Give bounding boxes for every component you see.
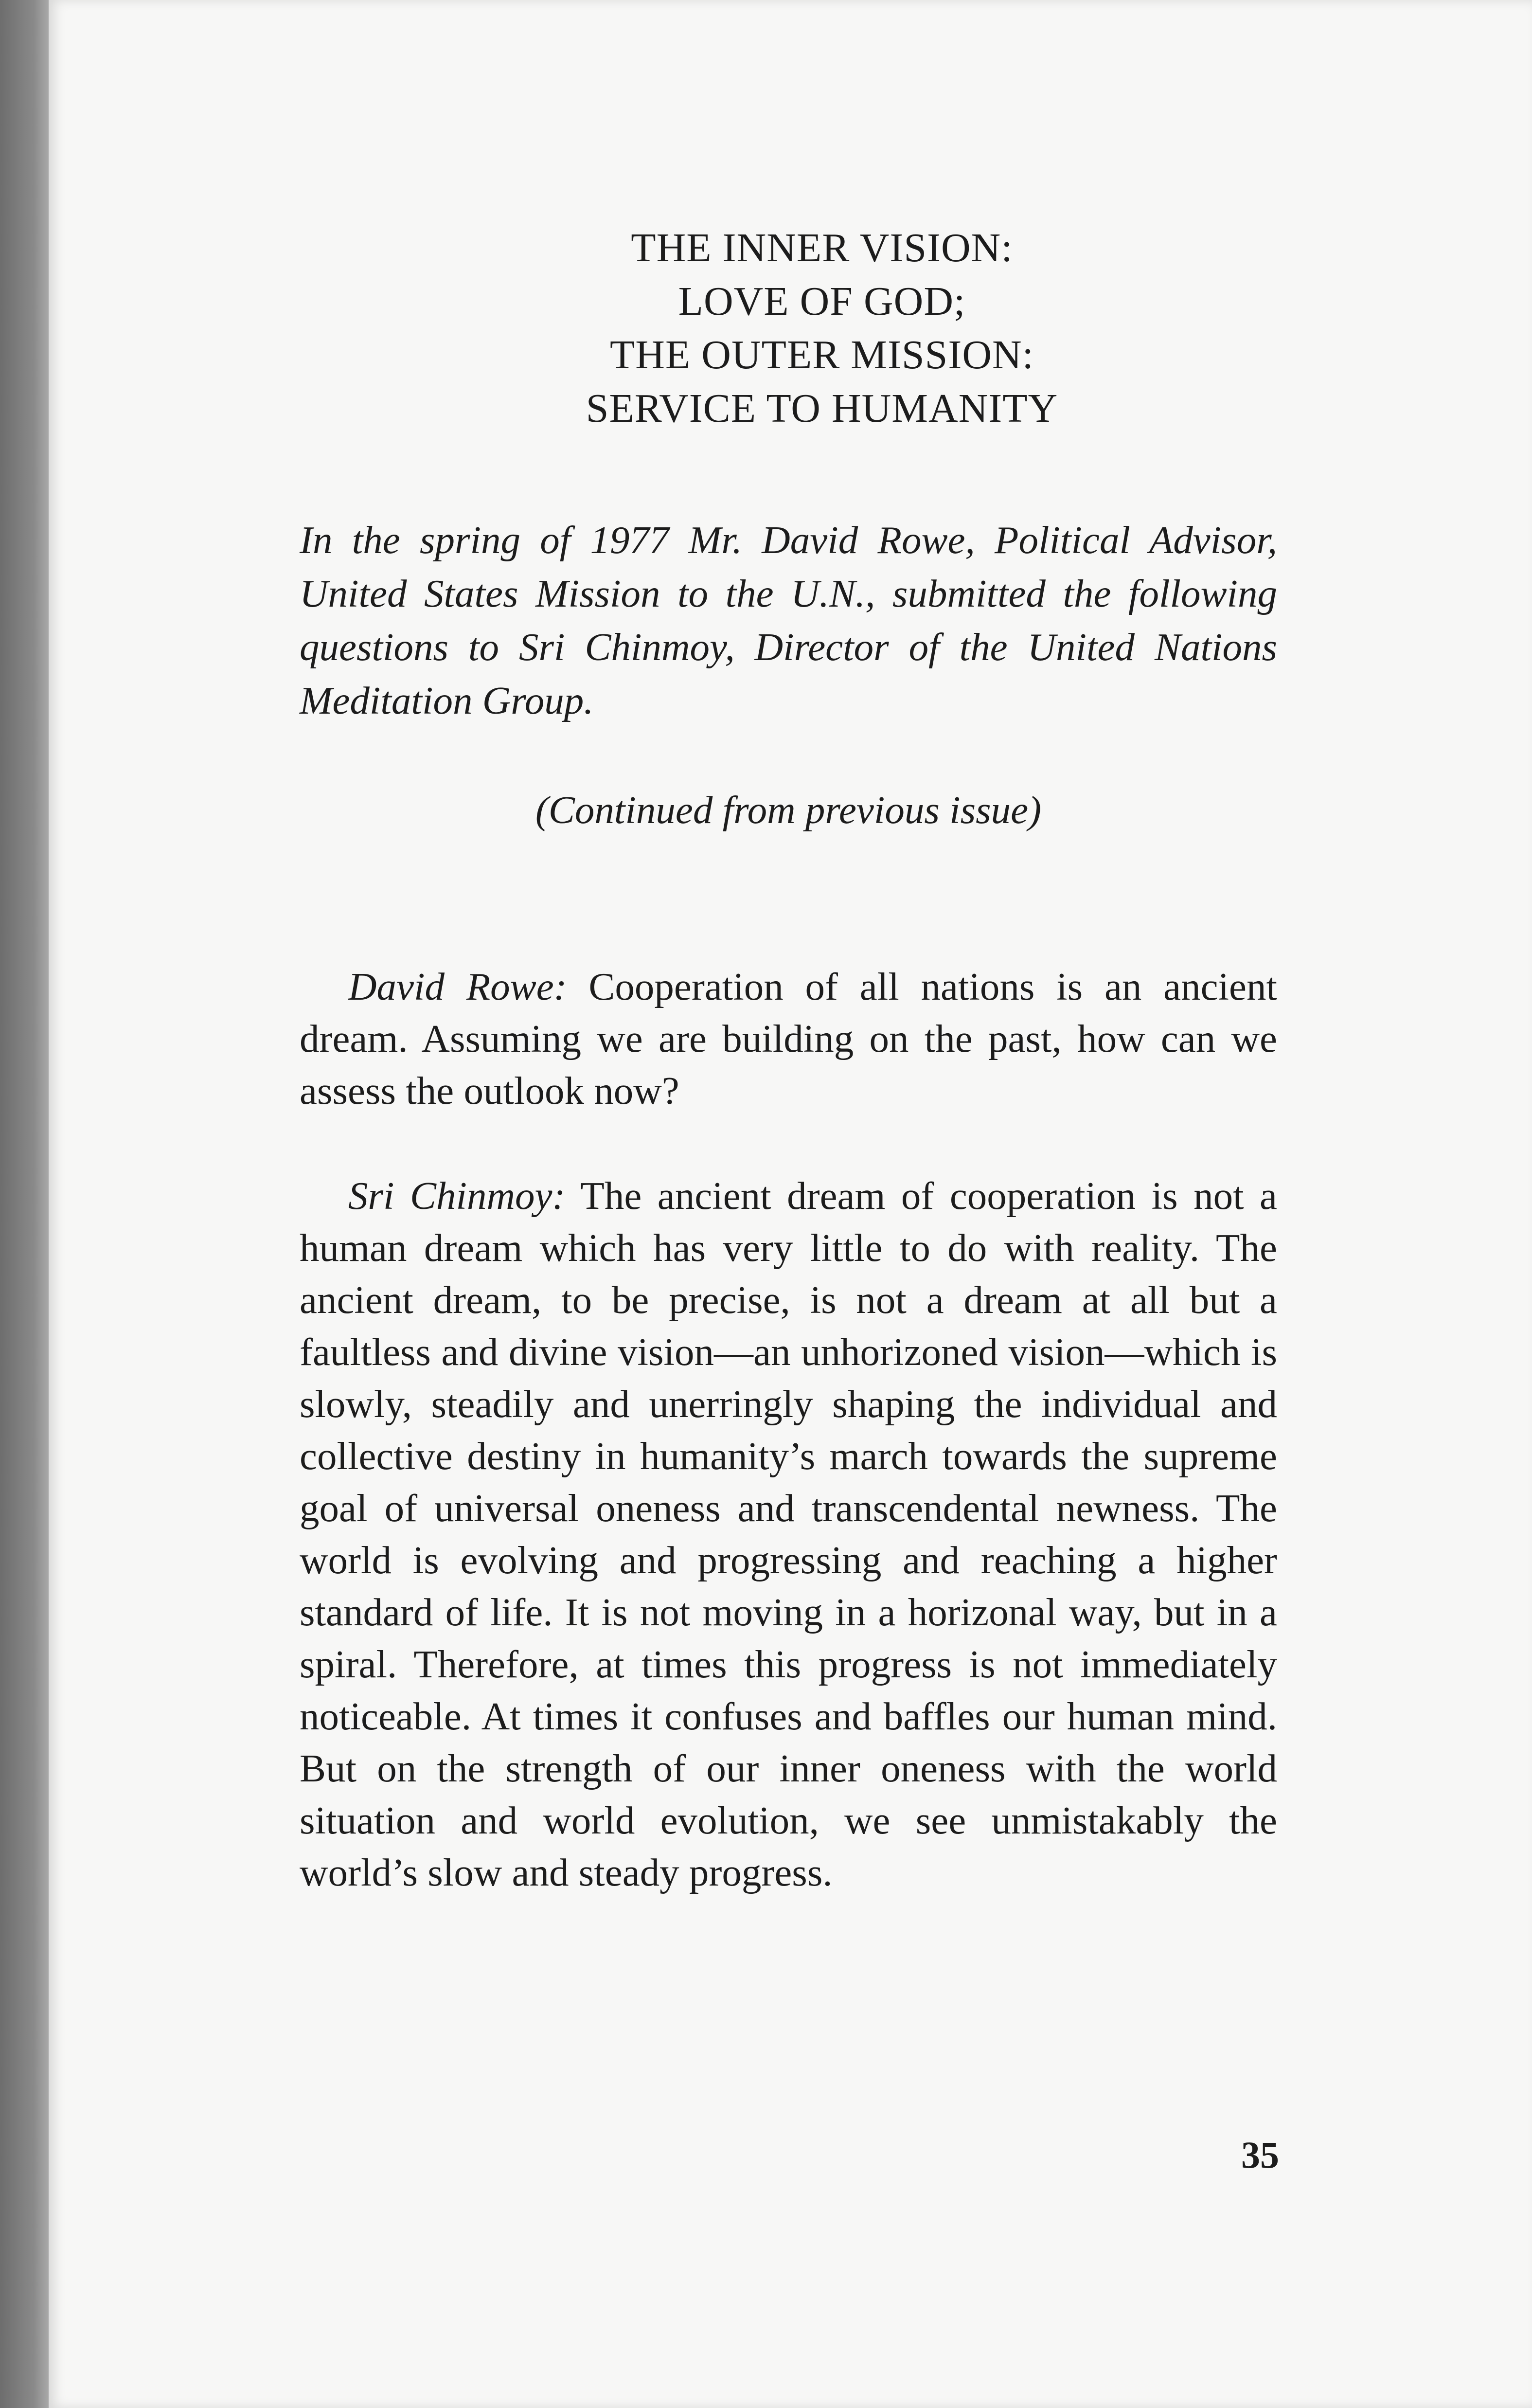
- intro-paragraph: In the spring of 1977 Mr. David Rowe, Political Advisor, United States Mission to the U.N., submitted the following questions to Sri Chinmoy, Director of the United Nations Meditation Group.: [300, 518, 1277, 722]
- page-number: 35: [1241, 2134, 1279, 2176]
- speaker-label: David Rowe:: [348, 965, 567, 1008]
- continued-note: (Continued from previous issue): [535, 788, 1042, 832]
- paragraph-text: Cooperation of all nations is an ancient dream. Assuming we are building on the past, how can we assess the outlook now?: [300, 965, 1277, 1113]
- answer-paragraph: [300, 1170, 1277, 1899]
- speaker-label: Sri Chinmoy:: [348, 1174, 566, 1218]
- article-title: [360, 221, 1284, 435]
- title-line-4: SERVICE TO HUMANITY: [586, 386, 1058, 431]
- title-line-3: THE OUTER MISSION:: [610, 332, 1034, 377]
- scan-edge: [0, 0, 49, 2408]
- paragraph-text: The ancient dream of cooperation is not a human dream which has very little to do with reality. The ancient dream, to be precise, is not a dream at all but a faultless and divine vision—an unhorizoned vision—which is slowly, steadily and unerringly shaping the individual and collective destiny in humanity’s march towards the supreme goal of universal oneness and transcendental newness. The world is evolving and progressing and reaching a higher standard of life. It is not moving in a horizonal way, but in a spiral. Therefore, at times this progress is not immediately noticeable. At times it confuses and baffles our human mind. But on the strength of our inner oneness with the world situation and world evolution, we see unmistakably the world’s slow and steady progress.: [300, 1174, 1278, 1894]
- question-paragraph: [300, 961, 1277, 1117]
- title-line-1: THE INNER VISION:: [631, 225, 1013, 270]
- title-line-2: LOVE OF GOD;: [678, 279, 966, 324]
